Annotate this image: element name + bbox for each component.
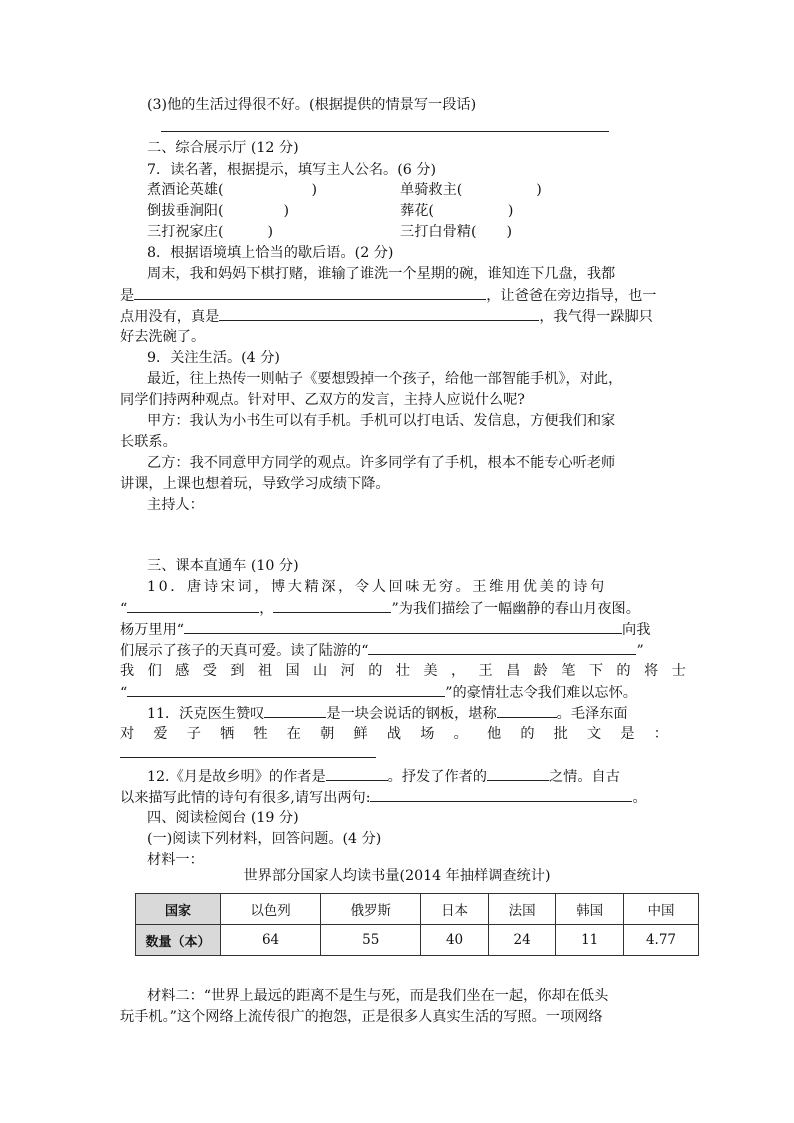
q11-line-2: 对 爱 子 牺 牲 在 朝 鲜 战 场 。 他 的 批 文 是 ： xyxy=(120,726,668,742)
q8-blank-1[interactable] xyxy=(134,285,486,300)
q12-blank-3[interactable] xyxy=(370,787,632,802)
material-1-label: 材料一： xyxy=(147,852,204,868)
q10-line-6: “ ”的豪情壮志令我们难以忘怀。 xyxy=(120,682,637,703)
country-cell: 日本 xyxy=(421,894,489,925)
value-cell: 11 xyxy=(556,925,624,956)
q9-para-1b: 同学们持两种观点。针对甲、乙双方的发言，主持人应说什么呢? xyxy=(120,392,525,408)
q7-item-b: 单骑救主( ) xyxy=(400,182,542,198)
q7-item-a: 煮酒论英雄( ) xyxy=(147,182,318,198)
q9-para-2b: 长联系。 xyxy=(120,434,177,450)
q10-blank-3[interactable] xyxy=(184,619,622,634)
country-cell: 俄罗斯 xyxy=(321,894,421,925)
q7-item-c: 倒拔垂涧阳( ) xyxy=(147,203,290,219)
q10-line-2: “ ， ”为我们描绘了一幅幽静的春山月夜图。 xyxy=(120,598,640,619)
section-3-title: 三、课本直通车 (10 分) xyxy=(147,558,299,574)
q8-stem: 8．根据语境填上恰当的歇后语。(2 分) xyxy=(147,245,394,261)
value-cell: 55 xyxy=(321,925,421,956)
q11-answer-line[interactable] xyxy=(120,757,376,758)
country-cell: 以色列 xyxy=(221,894,321,925)
q7-stem: 7．读名著，根据提示，填写主人公名。(6 分) xyxy=(147,162,437,178)
q12-blank-2[interactable] xyxy=(487,766,549,781)
country-cell: 法国 xyxy=(488,894,556,925)
q8-blank-2[interactable] xyxy=(219,306,539,321)
row-header-country: 国家 xyxy=(136,894,221,925)
table-caption: 世界部分国家人均读书量(2014 年抽样调查统计) xyxy=(243,868,551,884)
material-2-line-2: 玩手机。”这个网络上流传很广的抱怨，正是很多人真实生活的写照。一项网络 xyxy=(120,1009,603,1025)
q8-line-3: 点用没有，真是 ，我气得一跺脚只 xyxy=(120,306,653,327)
table-row-countries xyxy=(136,894,699,925)
q9-host-label: 主持人： xyxy=(147,497,204,513)
q9-stem: 9．关注生活。(4 分) xyxy=(147,350,280,366)
q10-line-5: 我 们 感 受 到 祖 国 山 河 的 壮 美 ， 王 昌 龄 笔 下 的 将 士 xyxy=(120,663,686,679)
q8-line-4: 好去洗碗了。 xyxy=(120,329,206,345)
q12-line-1: 12.《月是故乡明》的作者是 。抒发了作者的 之情。自古 xyxy=(147,766,620,787)
q10-line-3: 杨万里用“ 向我 xyxy=(120,619,650,640)
row-header-quantity: 数量（本） xyxy=(136,925,221,956)
q12-line-2: 以来描写此情的诗句有很多,请写出两句: 。 xyxy=(120,787,647,808)
table-row-values xyxy=(136,925,699,956)
country-cell: 韩国 xyxy=(556,894,624,925)
q11-line-1: 11．沃克医生赞叹 是一块会说话的钢板，堪称 。毛泽东面 xyxy=(147,703,628,724)
q3-prompt: (3)他的生活过得很不好。(根据提供的情景写一段话) xyxy=(147,97,477,113)
material-2-line-1: 材料二：“世界上最远的距离不是生与死，而是我们坐在一起，你却在低头 xyxy=(147,988,609,1004)
q11-blank-1[interactable] xyxy=(264,703,326,718)
q7-item-e: 三打祝家庄( ) xyxy=(147,224,274,240)
q12-blank-1[interactable] xyxy=(326,766,388,781)
q10-blank-2[interactable] xyxy=(273,598,391,613)
part-1-stem: (一)阅读下列材料，回答问题。(4 分) xyxy=(147,831,382,847)
q8-line-1: 周末，我和妈妈下棋打赌，谁输了谁洗一个星期的碗，谁知连下几盘，我都 xyxy=(147,266,616,282)
value-cell: 40 xyxy=(421,925,489,956)
section-2-title: 二、综合展示厅 (12 分) xyxy=(147,140,299,156)
q11-blank-2[interactable] xyxy=(497,703,557,718)
section-4-title: 四、阅读检阅台 (19 分) xyxy=(147,810,299,826)
q9-para-2a: 甲方：我认为小书生可以有手机。手机可以打电话、发信息，方便我们和家 xyxy=(147,413,616,429)
value-cell: 64 xyxy=(221,925,321,956)
q10-blank-1[interactable] xyxy=(127,598,259,613)
q9-para-3a: 乙方：我不同意甲方同学的观点。许多同学有了手机，根本不能专心听老师 xyxy=(147,455,616,471)
value-cell: 24 xyxy=(488,925,556,956)
q9-para-1a: 最近，往上热传一则帖子《要想毁掉一个孩子，给他一部智能手机》，对此， xyxy=(147,371,623,387)
q7-item-d: 葬花( ) xyxy=(400,203,514,219)
q9-para-3b: 讲课，上课也想着玩，导致学习成绩下降。 xyxy=(120,476,390,492)
q10-blank-4[interactable] xyxy=(368,640,636,655)
q3-answer-line[interactable] xyxy=(161,131,609,132)
q10-line-1: 10．唐诗宋词，博大精深，令人回味无穷。王维用优美的诗句 xyxy=(147,579,607,595)
q10-blank-5[interactable] xyxy=(127,682,445,697)
q8-line-2: 是 ，让爸爸在旁边指导，也一 xyxy=(120,285,656,306)
reading-table xyxy=(135,893,699,956)
q10-line-4: 们展示了孩子的天真可爱。读了陆游的“ ” xyxy=(120,640,644,661)
q7-item-f: 三打白骨精( ) xyxy=(400,224,513,240)
country-cell: 中国 xyxy=(623,894,698,925)
value-cell: 4.77 xyxy=(623,925,698,956)
